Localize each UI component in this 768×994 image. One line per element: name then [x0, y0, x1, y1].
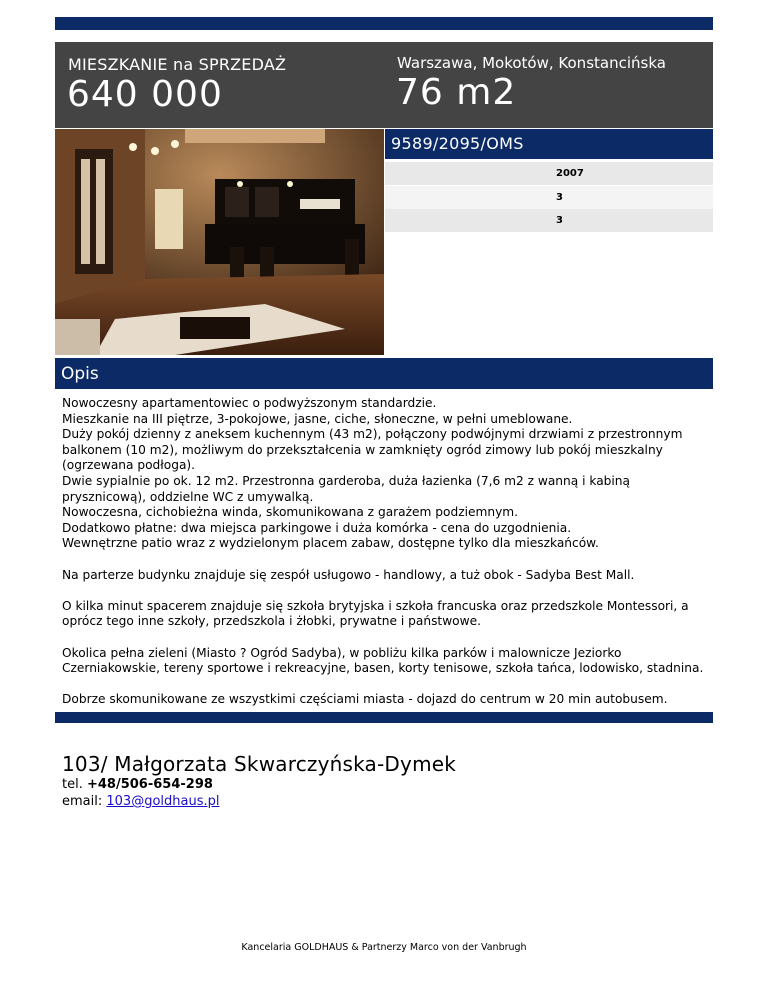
property-row	[385, 186, 713, 209]
top-divider-bar	[55, 17, 713, 30]
location: Warszawa, Mokotów, Konstancińska	[397, 54, 666, 72]
description-heading: Opis	[61, 364, 99, 384]
agent-phone-line	[62, 776, 456, 793]
agent-email-link[interactable]: 103@goldhaus.pl	[106, 794, 220, 809]
description-text	[62, 396, 708, 723]
description-heading-bar	[55, 358, 713, 389]
property-photo	[55, 129, 384, 355]
agent-email-line	[62, 793, 456, 810]
phone-label: tel.	[62, 777, 83, 792]
bottom-divider-bar	[55, 712, 713, 723]
description-paragraph: Okolica pełna zieleni (Miasto ? Ogród Sadyba), w pobliżu kilka parków i malownicze Jeziorko Czerniakowskie, tereny sportowe i rekreacyjne, basen, korty tenisowe, szkoła tańca, lodowisko, stadnina.	[62, 645, 704, 676]
area: 76 m2	[396, 72, 517, 113]
description-paragraph: Nowoczesny apartamentowiec o podwyższonym standardzie. Mieszkanie na III piętrze, 3-pokojowe, jasne, ciche, słoneczne, w pełni umeblowane. Duży pokój dzienny z aneksem kuchennym (43 m2), połączony podwójnymi drzwiami z przestronnym balkonem (10 m2), możliwym do przekształcenia w zamknięty ogród zimowy lub pokój mieszkalny (ogrzewana podłoga). Dwie sypialnie po ok. 12 m2. Przestronna garderoba, duża łazienka (7,6 m2 z wanną i kabiną prysznicową), oddzielne WC z umywalką. Nowoczesna, cichobieżna winda, skomunikowana z garażem podziemnym. Dodatkowo płatne: dwa miejsca parkingowe i duża komórka - cena do uzgodnienia. Wewnętrzne patio wraz z wydzielonym placem zabaw, dostępne tylko dla mieszkańców.	[62, 396, 683, 551]
price: 640 000	[67, 74, 223, 115]
property-value: 2007	[556, 168, 584, 179]
description-paragraph: Na parterze budynku znajduje się zespół usługowo - handlowy, a tuż obok - Sadyba Best Mall.	[62, 567, 635, 582]
reference-number-bar	[385, 129, 713, 159]
agent-contact	[62, 752, 456, 810]
description-paragraph: Dobrze skomunikowane ze wszystkimi częściami miasta - dojazd do centrum w 20 min autobusem.	[62, 692, 668, 707]
listing-header	[55, 42, 713, 128]
offer-type: MIESZKANIE na SPRZEDAŻ	[68, 55, 287, 74]
property-row	[385, 209, 713, 232]
description-paragraph: O kilka minut spacerem znajduje się szkoła brytyjska i szkoła francuska oraz przedszkole Montessori, a oprócz tego inne szkoły, przedszkola i żłobki, prywatne i państwowe.	[62, 598, 689, 629]
agent-phone: +48/506-654-298	[86, 777, 213, 792]
property-value: 3	[556, 215, 563, 226]
reference-number: 9589/2095/OMS	[391, 134, 524, 153]
email-label: email:	[62, 794, 103, 809]
property-value: 3	[556, 192, 563, 203]
footer-text: Kancelaria GOLDHAUS & Partnerzy Marco von der Vanbrugh	[241, 942, 527, 953]
agent-name: 103/ Małgorzata Skwarczyńska-Dymek	[62, 752, 457, 776]
property-row	[385, 162, 713, 185]
